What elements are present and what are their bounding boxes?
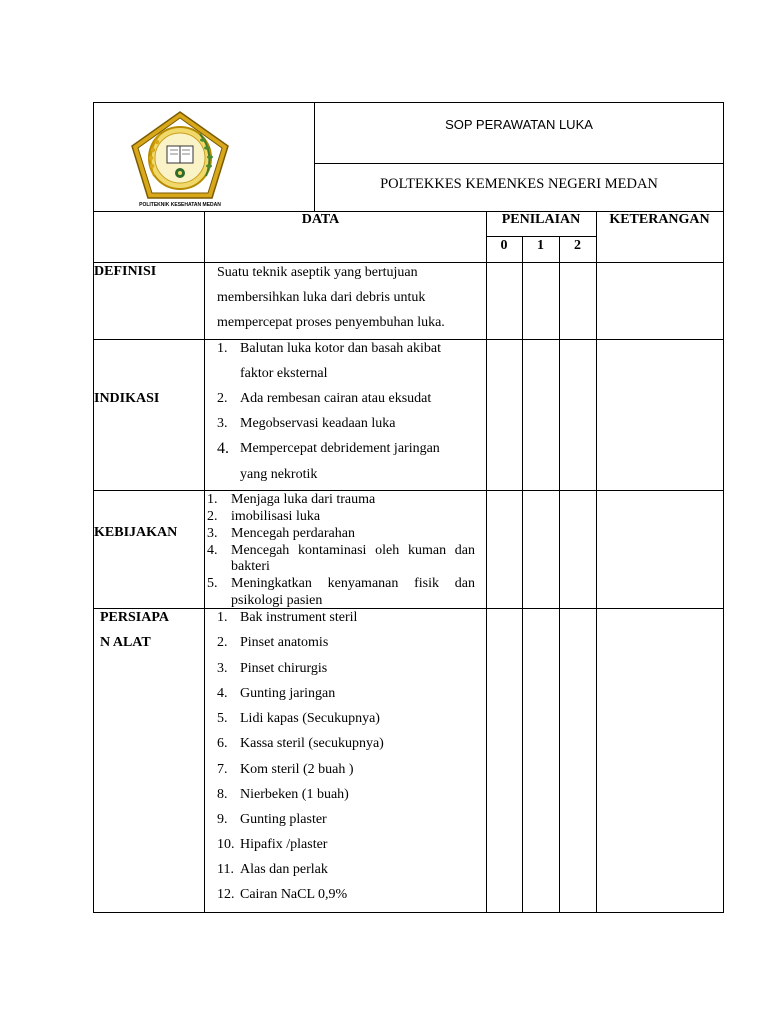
poltekkes-emblem-icon [130, 110, 230, 202]
institution-logo [130, 110, 230, 210]
definisi-line: membersihkan luka dari debris untuk [217, 290, 426, 305]
column-header-penilaian: PENILAIAN [501, 212, 581, 227]
section-label-kebijakan: KEBIJAKAN [94, 525, 178, 540]
list-item: 1. Menjaga luka dari trauma [207, 492, 376, 507]
document-title: SOP PERAWATAN LUKA [445, 117, 593, 132]
list-item-continuation: yang nekrotik [240, 467, 318, 482]
definisi-line: mempercepat proses penyembuhan luka. [217, 315, 445, 330]
list-item-continuation: psikologi pasien [231, 593, 323, 608]
list-item: 4. Mencegah kontaminasi oleh kuman dan [207, 543, 475, 558]
list-item: 3. Mencegah perdarahan [207, 526, 355, 541]
score-header-2: 2 [574, 238, 581, 253]
section-label-indikasi: INDIKASI [94, 391, 160, 406]
score-header-0: 0 [500, 238, 508, 253]
section-label-persiapan-alat: PERSIAPA [100, 610, 169, 625]
list-item: 5. Meningkatkan kenyamanan fisik dan [207, 576, 475, 591]
section-label-persiapan-alat-cont: N ALAT [100, 635, 151, 650]
list-item: 2. imobilisasi luka [207, 509, 321, 524]
institution-name: POLTEKKES KEMENKES NEGERI MEDAN [380, 176, 658, 192]
list-item-continuation: bakteri [231, 559, 270, 574]
score-header-1: 1 [537, 238, 544, 253]
list-item-continuation: faktor eksternal [240, 366, 328, 381]
column-header-data: DATA [301, 212, 340, 227]
definisi-line: Suatu teknik aseptik yang bertujuan [217, 265, 418, 280]
section-label-definisi: DEFINISI [94, 264, 157, 279]
column-header-keterangan: KETERANGAN [609, 212, 710, 227]
logo-caption: POLITEKNIK KESEHATAN MEDAN [139, 202, 221, 208]
